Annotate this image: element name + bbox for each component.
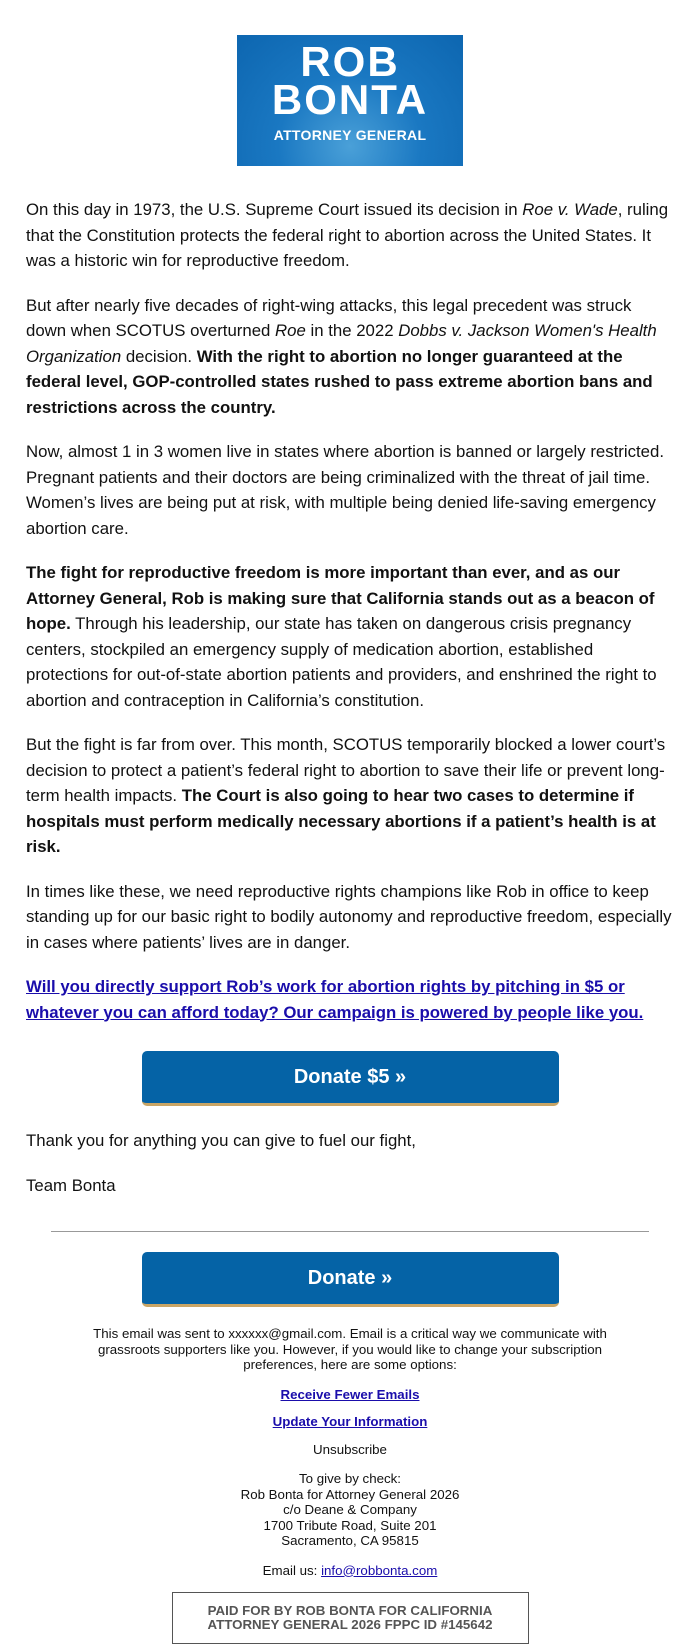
paragraph-6: In times like these, we need reproductive rights champions like Rob in office to keep standing up for our basic right to bodily autonomy and reproductive freedom, especially in cases where patients’ lives are in danger. bbox=[26, 881, 672, 952]
email-label: Email us: bbox=[262, 1562, 322, 1578]
text: On this day in 1973, the U.S. Supreme Court issued its decision in bbox=[26, 200, 523, 219]
case-name: Dobbs v. Jackson Women's Health Organization bbox=[26, 321, 657, 366]
rob-bonta-logo[interactable] bbox=[237, 35, 463, 166]
case-name: Roe v. Wade bbox=[522, 200, 618, 219]
logo-line-3: ATTORNEY GENERAL bbox=[273, 127, 427, 143]
paragraph-2 bbox=[26, 293, 674, 421]
paid-line-2: ATTORNEY GENERAL 2026 FPPC ID #145642 bbox=[207, 1617, 493, 1632]
address-line-4: Sacramento, CA 95815 bbox=[281, 1533, 419, 1548]
case-name: Roe bbox=[275, 321, 306, 340]
text: , ruling that the Constitution protects the federal right to abortion across the United States. It was a historic win for reproductive freedom. bbox=[26, 200, 669, 270]
unsubscribe-link[interactable]: Unsubscribe bbox=[313, 1441, 387, 1457]
text: in the 2022 bbox=[305, 321, 399, 340]
address-line-2: c/o Deane & Company bbox=[283, 1502, 417, 1517]
bold-text: The fight for reproductive freedom is more important than ever, and as our Attorney General, Rob is making sure that California stands out as a beacon of hope. bbox=[26, 563, 655, 633]
paragraph-3: Now, almost 1 in 3 women live in states where abortion is banned or largely restricted. Pregnant patients and their doctors are being criminalized with the threat of jail time. Women’s lives are being put at risk, with multiple being denied life-saving emergency abortion care. bbox=[26, 442, 664, 538]
footer bbox=[0, 1326, 700, 1644]
email-us-row bbox=[0, 1563, 700, 1579]
logo-line-1: ROB bbox=[300, 38, 400, 85]
check-label: To give by check: bbox=[299, 1471, 401, 1486]
text: But after nearly five decades of right-wing attacks, this legal precedent was struck down when SCOTUS overturned bbox=[26, 295, 632, 340]
update-information-link[interactable]: Update Your Information bbox=[272, 1414, 428, 1429]
email-body bbox=[0, 197, 700, 1025]
donate-5-button[interactable]: Donate $5 » bbox=[142, 1051, 559, 1106]
paid-line-1: PAID FOR BY ROB BONTA FOR CALIFORNIA bbox=[207, 1603, 493, 1618]
logo-line-2: BONTA bbox=[271, 76, 429, 123]
text: But the fight is far from over. This month, SCOTUS temporarily blocked a lower court’s decision to protect a patient’s federal right to abortion to save their life or prevent long-term health impacts. bbox=[26, 735, 666, 805]
address-line-1: Rob Bonta for Attorney General 2026 bbox=[240, 1486, 460, 1502]
email-link[interactable]: info@robbonta.com bbox=[321, 1562, 438, 1578]
paragraph-1 bbox=[26, 197, 674, 274]
paragraph-5 bbox=[26, 732, 674, 860]
bold-text: With the right to abortion no longer guaranteed at the federal level, GOP-controlled states rushed to pass extreme abortion bans and restrictions across the country. bbox=[26, 346, 653, 417]
receive-fewer-emails-link[interactable]: Receive Fewer Emails bbox=[280, 1386, 420, 1402]
cta-paragraph bbox=[26, 974, 674, 1025]
paragraph-4 bbox=[26, 560, 674, 713]
signoff-text: Team Bonta bbox=[26, 1175, 116, 1195]
bold-text: The Court is also going to hear two cases to determine if hospitals must perform medically necessary abortions if a patient’s health is at risk. bbox=[26, 786, 656, 856]
donate-button[interactable]: Donate » bbox=[142, 1252, 559, 1307]
address-line-3: 1700 Tribute Road, Suite 201 bbox=[263, 1517, 437, 1533]
signoff-section bbox=[0, 1128, 700, 1198]
text: decision. bbox=[121, 346, 197, 366]
donate-cta-link[interactable]: Will you directly support Rob’s work for abortion rights by pitching in $5 or whatever you can afford today? Our campaign is powered by people like you. bbox=[26, 977, 644, 1022]
thanks-text: Thank you for anything you can give to fuel our fight, bbox=[26, 1131, 416, 1150]
header bbox=[0, 0, 700, 167]
paid-for-disclaimer bbox=[172, 1592, 529, 1644]
footer-notice: This email was sent to xxxxxx@gmail.com. Email is a critical way we communicate with grassroots supporters like you. However, if you would like to change your subscription preferences, here are some options: bbox=[93, 1326, 607, 1372]
text: Through his leadership, our state has taken on dangerous crisis pregnancy centers, stockpiled an emergency supply of medication abortion, established protections for out-of-state abortion patients and providers, and enshrined the right to abortion and contraception in California’s constitution. bbox=[26, 614, 657, 710]
